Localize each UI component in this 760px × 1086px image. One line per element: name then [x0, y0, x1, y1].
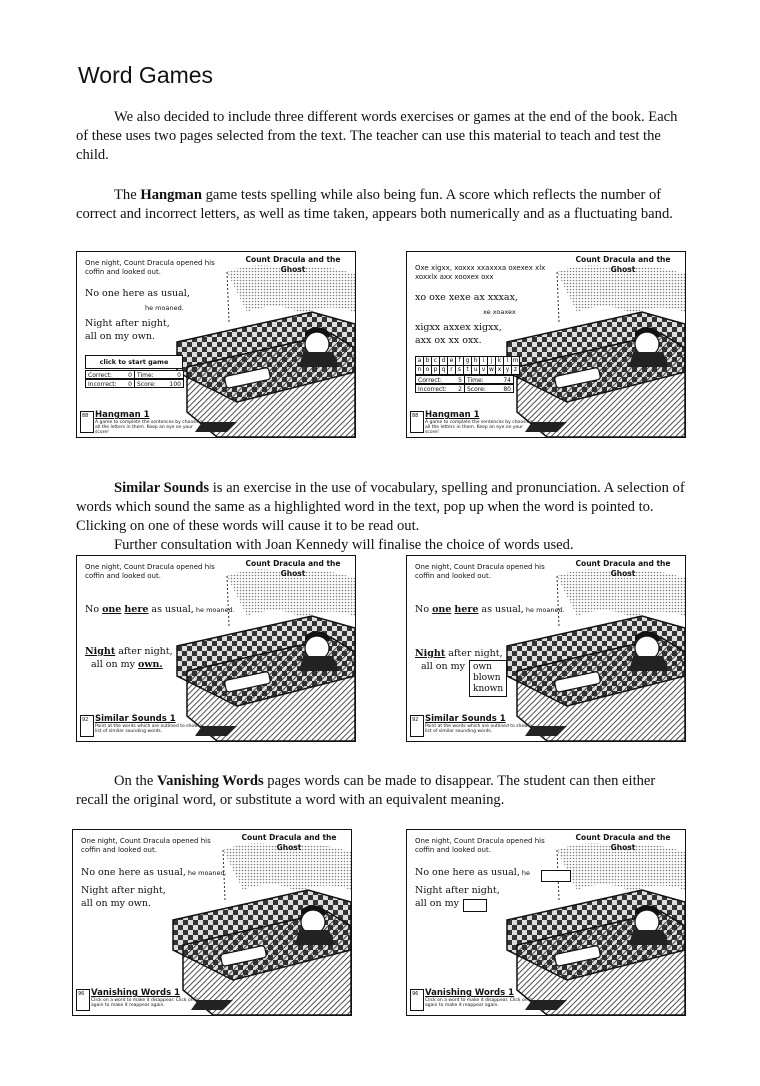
score-field: Score: 80 [464, 384, 514, 393]
letter-key-x[interactable]: x [495, 365, 504, 375]
story-line-2: Night after night, [415, 885, 500, 896]
vanishing-words-panel-1 [72, 829, 352, 1016]
footer-title: Vanishing Words 1 [91, 988, 181, 998]
letter-key-q[interactable]: q [439, 365, 448, 375]
footer-description: Click on a word to make it disappear. Click on it again to make it reappear again. [91, 998, 198, 1008]
story-line-2: Night after night, [81, 885, 166, 896]
hangman-panel-playing [406, 251, 686, 438]
letter-key-v[interactable]: v [479, 365, 488, 375]
page-book-icon[interactable]: 88 [410, 411, 424, 433]
popup-word-own[interactable]: own [473, 662, 492, 672]
book-title: Count Dracula and the Ghost [575, 255, 671, 274]
story-intro: One night, Count Dracula opened his coffin and looked out. [415, 563, 545, 580]
similar-paragraph-2: Further consultation with Joan Kennedy will finalise the choice of words used. [114, 537, 574, 553]
letter-key-c[interactable]: c [431, 356, 440, 366]
footer-description: Click on a word to make it disappear. Click on it again to make it reappear again. [425, 998, 532, 1008]
highlighted-word[interactable]: own. [138, 659, 163, 670]
story-line-3: all on my own. [91, 659, 163, 670]
letter-key-t[interactable]: t [463, 365, 472, 375]
footer-description: Point at the words which are outlined to show a list of similar sounding words. [95, 724, 202, 734]
similar-paragraph [76, 479, 686, 536]
similar-sounds-panel-2 [406, 555, 686, 742]
letter-key-y[interactable]: y [503, 365, 512, 375]
page-book-icon[interactable]: 92 [80, 715, 94, 737]
page-footer [410, 714, 530, 738]
letter-keys-row-2 [415, 365, 519, 375]
time-field: Time: 74 [464, 375, 514, 384]
story-line-1: No one here as usual, he moaned. [415, 604, 565, 615]
footer-title: Similar Sounds 1 [425, 714, 506, 724]
story-line-2: Night after night, [415, 648, 503, 659]
masked-intro: Oxe xigxx, xoxxx xxaxxxa oxexex xlx xoxxlx axx xooxex oxx [415, 264, 546, 281]
hangman-panel-start [76, 251, 356, 438]
story-line-1: No one here as usual, he moaned. [81, 867, 227, 878]
story-line-1: No one here as usual, he moaned. [85, 604, 235, 615]
masked-line-3: axx ox xx oxx. [415, 335, 482, 346]
page-footer [410, 410, 533, 435]
story-intro: One night, Count Dracula opened his coffin and looked out. [415, 837, 545, 854]
footer-title: Vanishing Words 1 [425, 988, 515, 998]
story-line-3: all on my [415, 898, 459, 909]
footer-description: Point at the words which are outlined to show a list of similar sounding words. [425, 724, 532, 734]
hangman-paragraph [76, 186, 686, 224]
hangman-bold: Hangman [140, 187, 202, 203]
story-line-2: Night after night, [85, 646, 173, 657]
incorrect-field: Incorrect: 0 [85, 379, 135, 388]
book-title: Count Dracula and the Ghost [245, 559, 341, 578]
letter-key-a[interactable]: a [415, 356, 424, 366]
page-heading: Word Games [78, 62, 214, 88]
story-intro: One night, Count Dracula opened his coffin and looked out. [85, 259, 215, 276]
page-book-icon[interactable]: 92 [410, 715, 424, 737]
hangman-rest: game tests spelling while also being fun. A score which reflects the number of correct and incorrect letters, as well as time taken, appears both numerically and as a fluctuating band. [76, 187, 673, 222]
start-game-button[interactable]: click to start game [85, 355, 183, 369]
vanishing-bold: Vanishing Words [156, 773, 264, 789]
letter-key-s[interactable]: s [455, 365, 464, 375]
highlighted-word[interactable]: here [454, 604, 479, 615]
similar-words-popup [469, 660, 507, 697]
letter-key-w[interactable]: w [487, 365, 496, 375]
story-line-3: all on my own. [85, 331, 156, 342]
story-intro: One night, Count Dracula opened his coffin and looked out. [85, 563, 215, 580]
story-line-3: all on my [421, 661, 465, 672]
page-footer [80, 714, 200, 738]
story-line-1: No one here as usual, he [415, 867, 531, 878]
page-footer [76, 988, 196, 1012]
popup-word-known[interactable]: known [473, 684, 504, 694]
footer-title: Hangman 1 [425, 410, 480, 420]
highlighted-word[interactable]: Night [85, 646, 116, 657]
masked-line-2: xigxx axxex xigxx, [415, 322, 502, 333]
highlighted-word[interactable]: Night [415, 648, 446, 659]
letter-key-u[interactable]: u [471, 365, 480, 375]
letter-key-e[interactable]: e [447, 356, 456, 366]
book-title: Count Dracula and the Ghost [245, 255, 341, 274]
vanished-word-box[interactable] [541, 870, 571, 882]
highlighted-word[interactable]: one [432, 604, 452, 615]
footer-title: Hangman 1 [95, 410, 150, 420]
page-book-icon[interactable]: 96 [76, 989, 90, 1011]
letter-key-g[interactable]: g [463, 356, 472, 366]
letter-key-m[interactable]: m [512, 357, 519, 364]
story-intro: One night, Count Dracula opened his coffin and looked out. [81, 837, 211, 854]
letter-key-b[interactable]: b [423, 356, 432, 366]
letter-key-k[interactable]: k [495, 356, 504, 366]
similar-rest: is an exercise in the use of vocabulary, spelling and pronunciation. A selection of words which sound the same as a highlighted word in the text, pop up when the word is pointed to. Clicking on one of these words will cause it to be read out. [76, 480, 685, 534]
letter-key-o[interactable]: o [423, 365, 432, 375]
intro-paragraph: We also decided to include three different words exercises or games at the end of the book. Each of these uses two pages selected from the text. The teacher can use this material to teach and test the child. [76, 109, 678, 163]
letter-key-z[interactable]: z [511, 365, 520, 375]
letter-key-i[interactable]: i [479, 356, 488, 366]
page-footer [410, 988, 530, 1012]
correct-field: Correct: 5 [415, 375, 465, 384]
book-title: Count Dracula and the Ghost [241, 833, 337, 852]
story-line-1: No one here as usual, [85, 288, 190, 299]
letter-key-n[interactable]: n [415, 365, 424, 375]
footer-description: A game to complete the sentences by choosing all the letters in them. Keep an eye on your score! [425, 420, 533, 435]
masked-line-1b: xe xoaxex [483, 308, 516, 316]
page-book-icon[interactable]: 88 [80, 411, 94, 433]
popup-word-blown[interactable]: blown [473, 673, 501, 683]
time-field: Time: 0 [134, 370, 184, 379]
vanishing-paragraph [76, 772, 686, 810]
highlighted-word[interactable]: one [102, 604, 122, 615]
hangman-lead: The [114, 187, 141, 203]
story-line-1b: he moaned. [145, 304, 184, 312]
letter-key-f[interactable]: f [455, 356, 464, 366]
letter-key-p[interactable]: p [431, 365, 440, 375]
story-line-3: all on my own. [81, 898, 152, 909]
letter-key-r[interactable]: r [447, 365, 456, 375]
vanishing-lead: On the [114, 773, 157, 789]
similar-bold: Similar Sounds [114, 480, 210, 496]
letter-key-l[interactable]: l [503, 356, 512, 366]
incorrect-field: Incorrect: 2 [415, 384, 465, 393]
masked-line-1: xo oxe xexe ax xxxax, [415, 292, 518, 303]
page-book-icon[interactable]: 96 [410, 989, 424, 1011]
page-footer [80, 410, 203, 435]
vanished-word-box[interactable] [463, 899, 487, 912]
letter-key-d[interactable]: d [439, 356, 448, 366]
footer-description: A game to complete the sentences by choosing all the letters in them. Keep an eye on your score! [95, 420, 203, 435]
vanishing-rest: pages words can be made to disappear. The student can then either recall the original word, or substitute a word with an equivalent meaning. [76, 773, 656, 808]
score-field: Score: 100 [134, 379, 184, 388]
book-title: Count Dracula and the Ghost [575, 833, 671, 852]
similar-sounds-panel-1 [76, 555, 356, 742]
story-line-2: Night after night, [85, 318, 170, 329]
highlighted-word[interactable]: here [124, 604, 149, 615]
footer-title: Similar Sounds 1 [95, 714, 176, 724]
letter-key-j[interactable]: j [487, 356, 496, 366]
book-title: Count Dracula and the Ghost [575, 559, 671, 578]
vanishing-words-panel-2 [406, 829, 686, 1016]
letter-key-h[interactable]: h [471, 356, 480, 366]
correct-field: Correct: 0 [85, 370, 135, 379]
